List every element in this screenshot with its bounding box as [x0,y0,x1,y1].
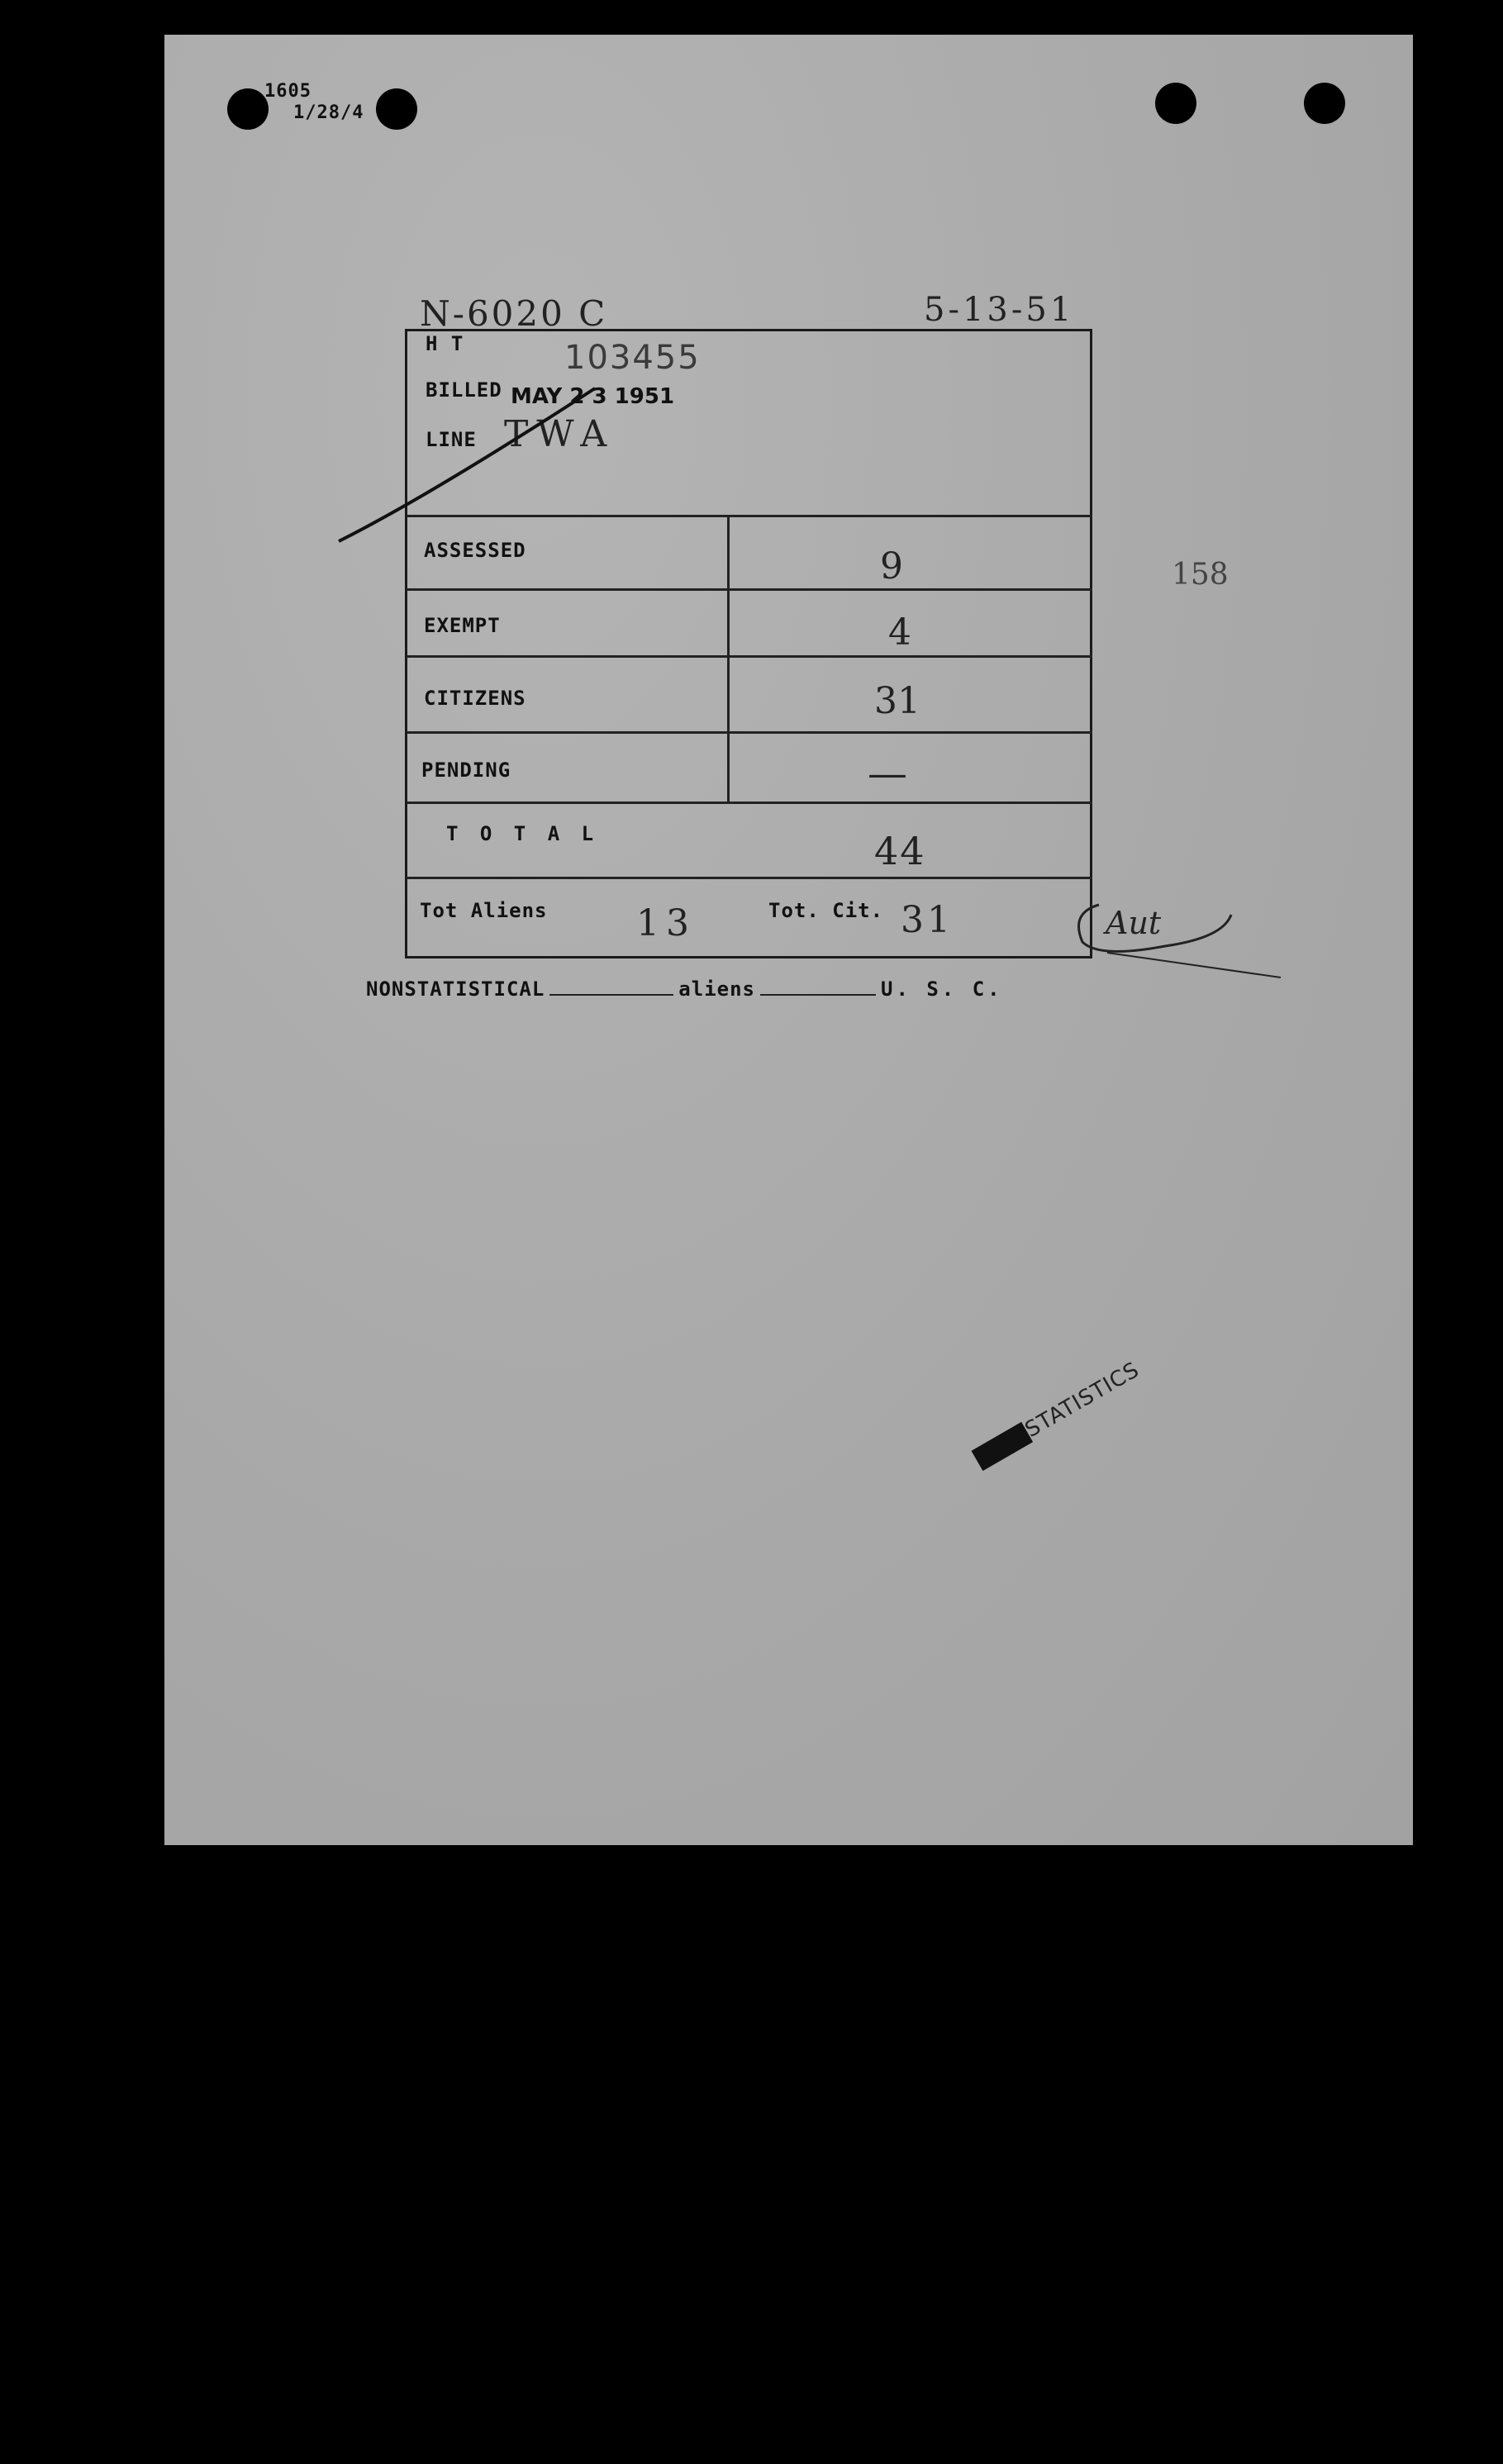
ht-label: H T [426,332,464,355]
pending-label: PENDING [421,759,511,782]
nonstat-blank [549,994,673,996]
exempt-value: 4 [888,611,911,654]
tot-aliens-value: 13 [636,902,696,944]
divider [407,802,1092,804]
billed-label: BILLED [426,378,502,402]
column-divider [727,516,730,802]
divider [407,655,1092,658]
billed-date: MAY 2 3 1951 [511,384,675,409]
tot-cit-label: Tot. Cit. [768,899,884,922]
citizens-label: CITIZENS [424,687,526,710]
form-number: 1605 [264,81,312,102]
initials: Aut [1106,905,1162,941]
nonstat-blank-2 [760,994,876,996]
punch-hole-right [1155,83,1196,124]
assessed-label: ASSESSED [424,539,526,562]
citizens-value: 31 [874,680,920,722]
tot-cit-value: 31 [901,899,954,941]
assessed-value: 9 [880,545,903,587]
nonstat-usc: U. S. C. [881,978,1003,1001]
tot-aliens-label: Tot Aliens [420,899,548,922]
total-value: 44 [874,829,926,873]
punch-hole-left [227,88,269,130]
divider [407,877,1092,879]
manifest-number: N-6020 C [420,293,608,334]
pending-value: — [868,750,907,797]
divider [407,731,1092,734]
punch-hole-left-2 [376,88,417,130]
side-number: 158 [1172,558,1229,592]
line-label: LINE [426,428,477,451]
statistics-stamp: STATISTICS [971,1358,1144,1472]
initials-flourish [1066,897,1289,979]
manifest-date: 5-13-51 [924,291,1075,329]
nonstat-line [366,978,1003,1001]
stamp-number: 103455 [564,339,701,377]
punch-hole-right-2 [1304,83,1345,124]
total-label: T O T A L [446,822,599,845]
divider [407,588,1092,591]
nonstat-aliens: aliens [678,978,755,1001]
exempt-label: EXEMPT [424,614,501,637]
form-date: 1/28/4 [293,102,364,123]
line-value: TWA [504,413,616,455]
nonstat-label: NONSTATISTICAL [366,978,545,1001]
pen-stroke [331,372,603,554]
